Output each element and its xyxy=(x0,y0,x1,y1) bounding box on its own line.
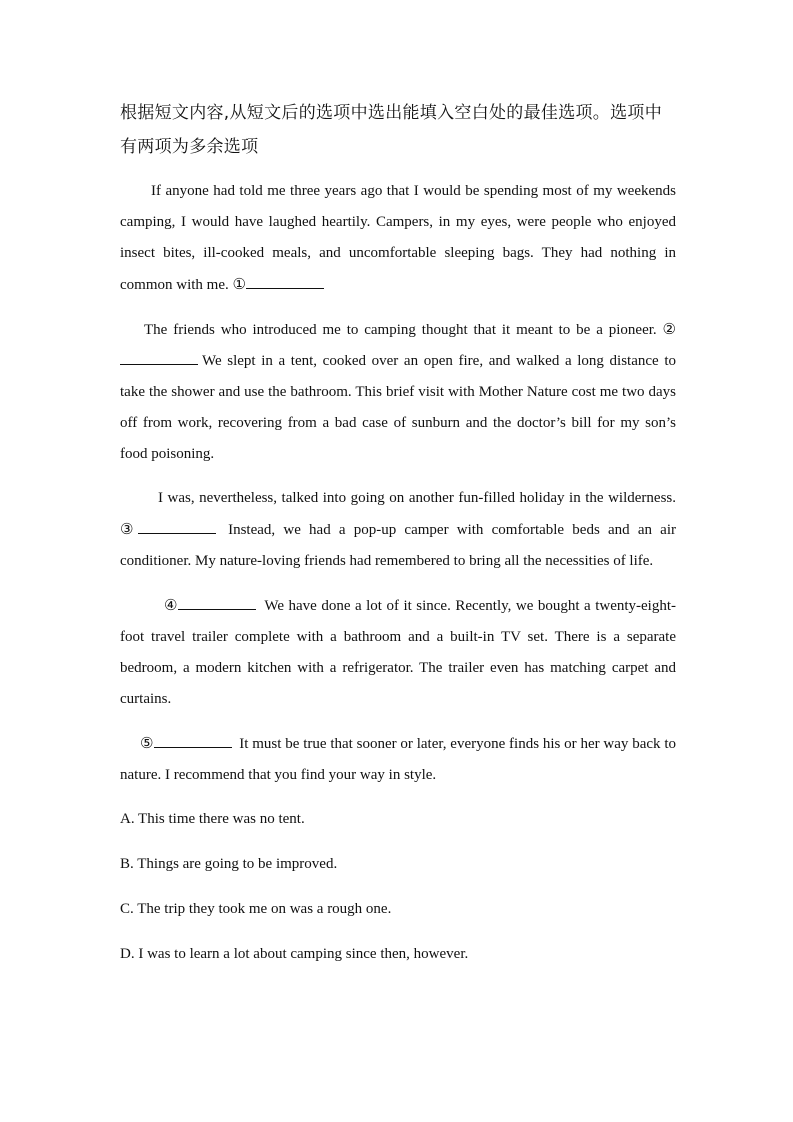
blank-number: ④ xyxy=(164,596,179,614)
passage-paragraph-1 xyxy=(120,176,676,301)
passage-paragraph-4 xyxy=(120,590,676,715)
passage-paragraph-5 xyxy=(120,728,676,791)
answer-blank-2[interactable] xyxy=(120,350,198,365)
answer-blank-4[interactable] xyxy=(178,595,256,610)
blank-number: ⑤ xyxy=(140,734,154,752)
paragraph-text: We have done a lot of it since. Recently, we bought a twenty-eight-foot travel trailer complete with a bathroom and a built-in TV set. There is a separate bedroom, a modern kitchen with a refrigerator. The trailer even has matching carpet and curtains. xyxy=(120,598,677,707)
option-b: B. Things are going to be improved. xyxy=(120,856,338,872)
blank-number: ① xyxy=(232,275,246,293)
answer-blank-3[interactable] xyxy=(138,519,216,534)
document-page xyxy=(120,96,676,984)
blank-number: ② xyxy=(662,320,676,338)
paragraph-text: I was, nevertheless, talked into going on another fun-filled holiday in the wilderness. xyxy=(158,490,676,506)
paragraph-text: We slept in a tent, cooked over an open fire, and walked a long distance to take the shower and use the bathroom. This brief visit with Mother Nature cost me two days off from work, recovering from a bad case of sunburn and the doctor’s bill for my son’s food poisoning. xyxy=(120,353,676,462)
paragraph-text: If anyone had told me three years ago that I would be spending most of my weekends camping, I would have laughed heartily. Campers, in my eyes, were people who enjoyed insect bites, ill-cooked meals, and uncomfortable sleeping bags. They had nothing in common with me. xyxy=(120,183,676,293)
option-c: C. The trip they took me on was a rough one. xyxy=(120,901,392,917)
answer-blank-5[interactable] xyxy=(154,733,232,748)
option-a: A. This time there was no tent. xyxy=(120,811,305,827)
blank-number: ③ xyxy=(120,520,138,538)
answer-blank-1[interactable] xyxy=(246,274,324,289)
option-d: D. I was to learn a lot about camping since then, however. xyxy=(120,946,469,962)
paragraph-text: The friends who introduced me to camping thought that it meant to be a pioneer. xyxy=(144,322,663,338)
passage-paragraph-2 xyxy=(120,314,676,470)
instructions-text: 根据短文内容,从短文后的选项中选出能填入空白处的最佳选项。选项中有两项为多余选项 xyxy=(120,103,663,157)
paragraph-text: It must be true that sooner or later, everyone finds his or her way back to nature. I recommend that you find your way in style. xyxy=(120,736,676,783)
passage-paragraph-3 xyxy=(120,483,676,577)
paragraph-text: Instead, we had a pop-up camper with comfortable beds and an air conditioner. My nature-loving friends had remembered to bring all the necessities of life. xyxy=(120,522,676,569)
